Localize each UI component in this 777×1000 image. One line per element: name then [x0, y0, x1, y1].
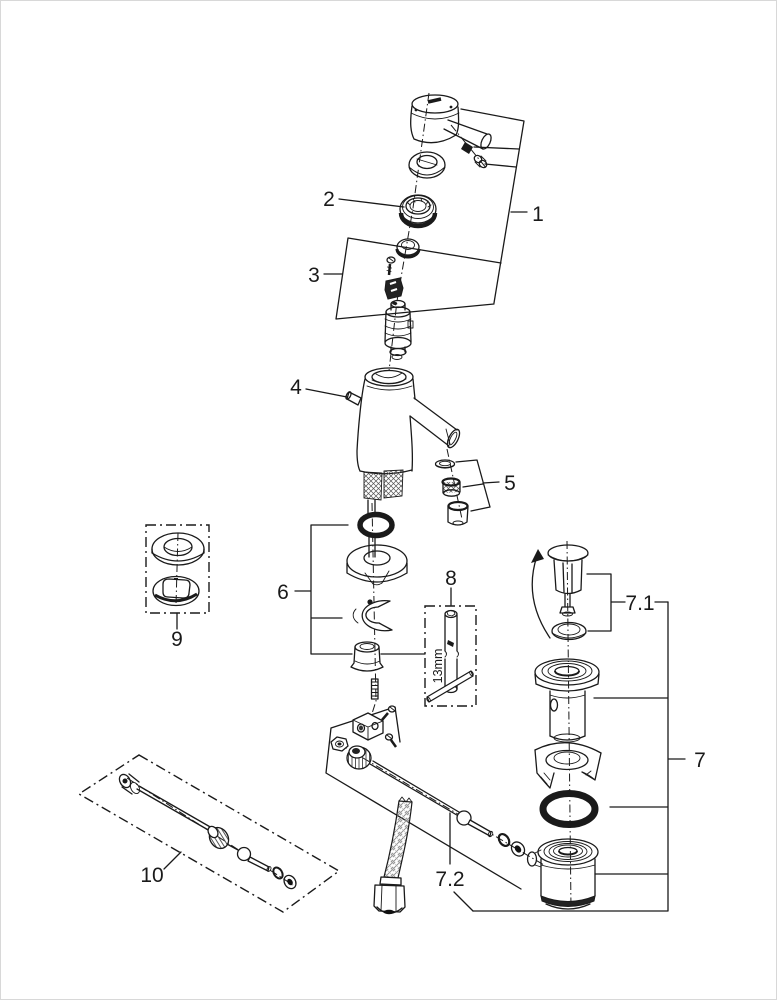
linkage-gland	[347, 746, 371, 769]
callout-label-9: 9	[171, 628, 183, 651]
callout-label-7-1: 7.1	[625, 592, 655, 615]
cartridge-coupler	[385, 278, 403, 299]
callout-label-8: 8	[445, 567, 457, 590]
callout-label-3: 3	[308, 264, 320, 287]
callout-label-10: 10	[140, 864, 164, 887]
tool-size-label: 13mm	[431, 648, 445, 684]
callout-label-7: 7	[694, 749, 706, 772]
exploded-parts-diagram	[1, 1, 777, 1000]
callout-label-5: 5	[504, 472, 516, 495]
thread-hatch-left	[364, 472, 382, 500]
background	[1, 1, 777, 1000]
thread-hatch-right	[384, 470, 403, 498]
callout-label-2: 2	[323, 188, 335, 211]
callout-label-1: 1	[532, 203, 544, 226]
linkage-nut	[331, 737, 348, 751]
threaded-stud	[372, 679, 379, 699]
callout-label-6: 6	[277, 581, 289, 604]
callout-label-7-2: 7.2	[435, 868, 465, 891]
callout-label-4: 4	[290, 376, 302, 399]
